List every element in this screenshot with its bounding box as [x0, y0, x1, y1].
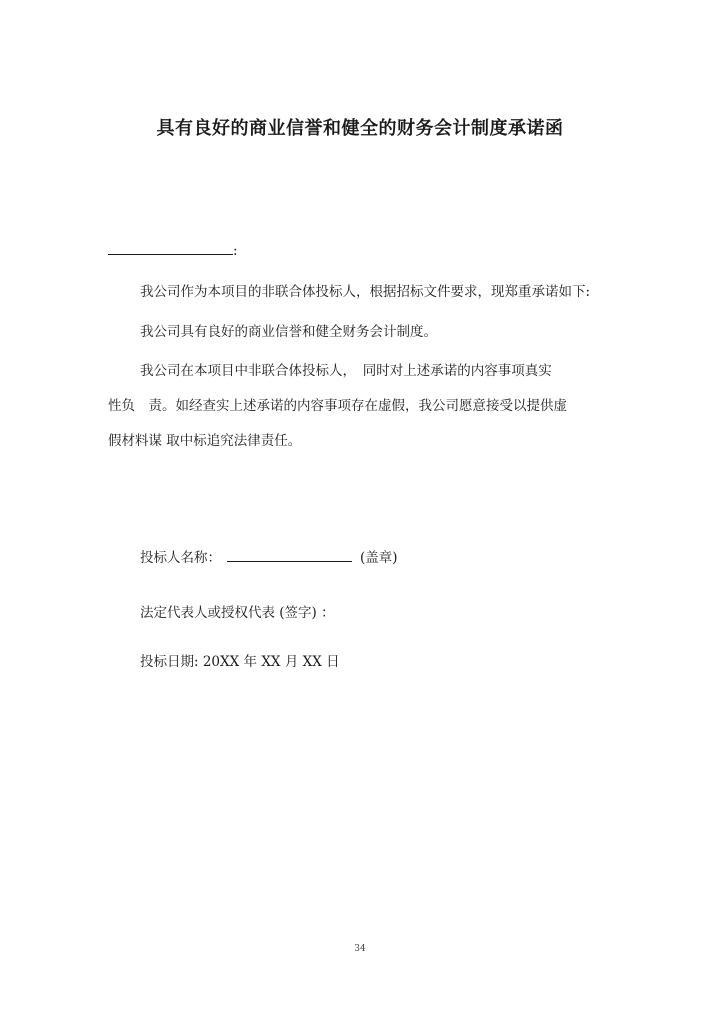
addressee-colon: :	[233, 243, 238, 259]
commitment-statement: 我公司具有良好的商业信誉和健全财务会计制度。	[140, 324, 437, 340]
bid-date-line: 投标日期: 20XX 年 XX 月 XX 日	[140, 654, 340, 670]
liability-line-1: 我公司在本项目中非联合体投标人， 同时对上述承诺的内容事项真实	[140, 363, 552, 379]
liability-line-2: 性负 责。如经查实上述承诺的内容事项存在虚假，我公司愿意接受以提供虚	[108, 398, 567, 414]
liability-line-3: 假材料谋 取中标追究法律责任。	[108, 433, 302, 449]
legal-representative-line: 法定代表人或授权代表 (签字) ：	[140, 605, 335, 621]
page-number: 34	[354, 944, 366, 954]
bidder-name-label: 投标人名称：	[140, 550, 221, 566]
bidder-seal-note: (盖章)	[360, 550, 398, 566]
commitment-intro: 我公司作为本项目的非联合体投标人，根据招标文件要求，现郑重承诺如下:	[140, 284, 591, 300]
bidder-name-blank	[227, 547, 352, 562]
addressee-line	[108, 240, 238, 261]
addressee-blank	[108, 240, 233, 255]
bidder-name-line	[140, 546, 398, 566]
document-title: 具有良好的商业信誉和健全的财务会计制度承诺函	[156, 118, 564, 139]
liability-paragraph	[108, 354, 608, 459]
